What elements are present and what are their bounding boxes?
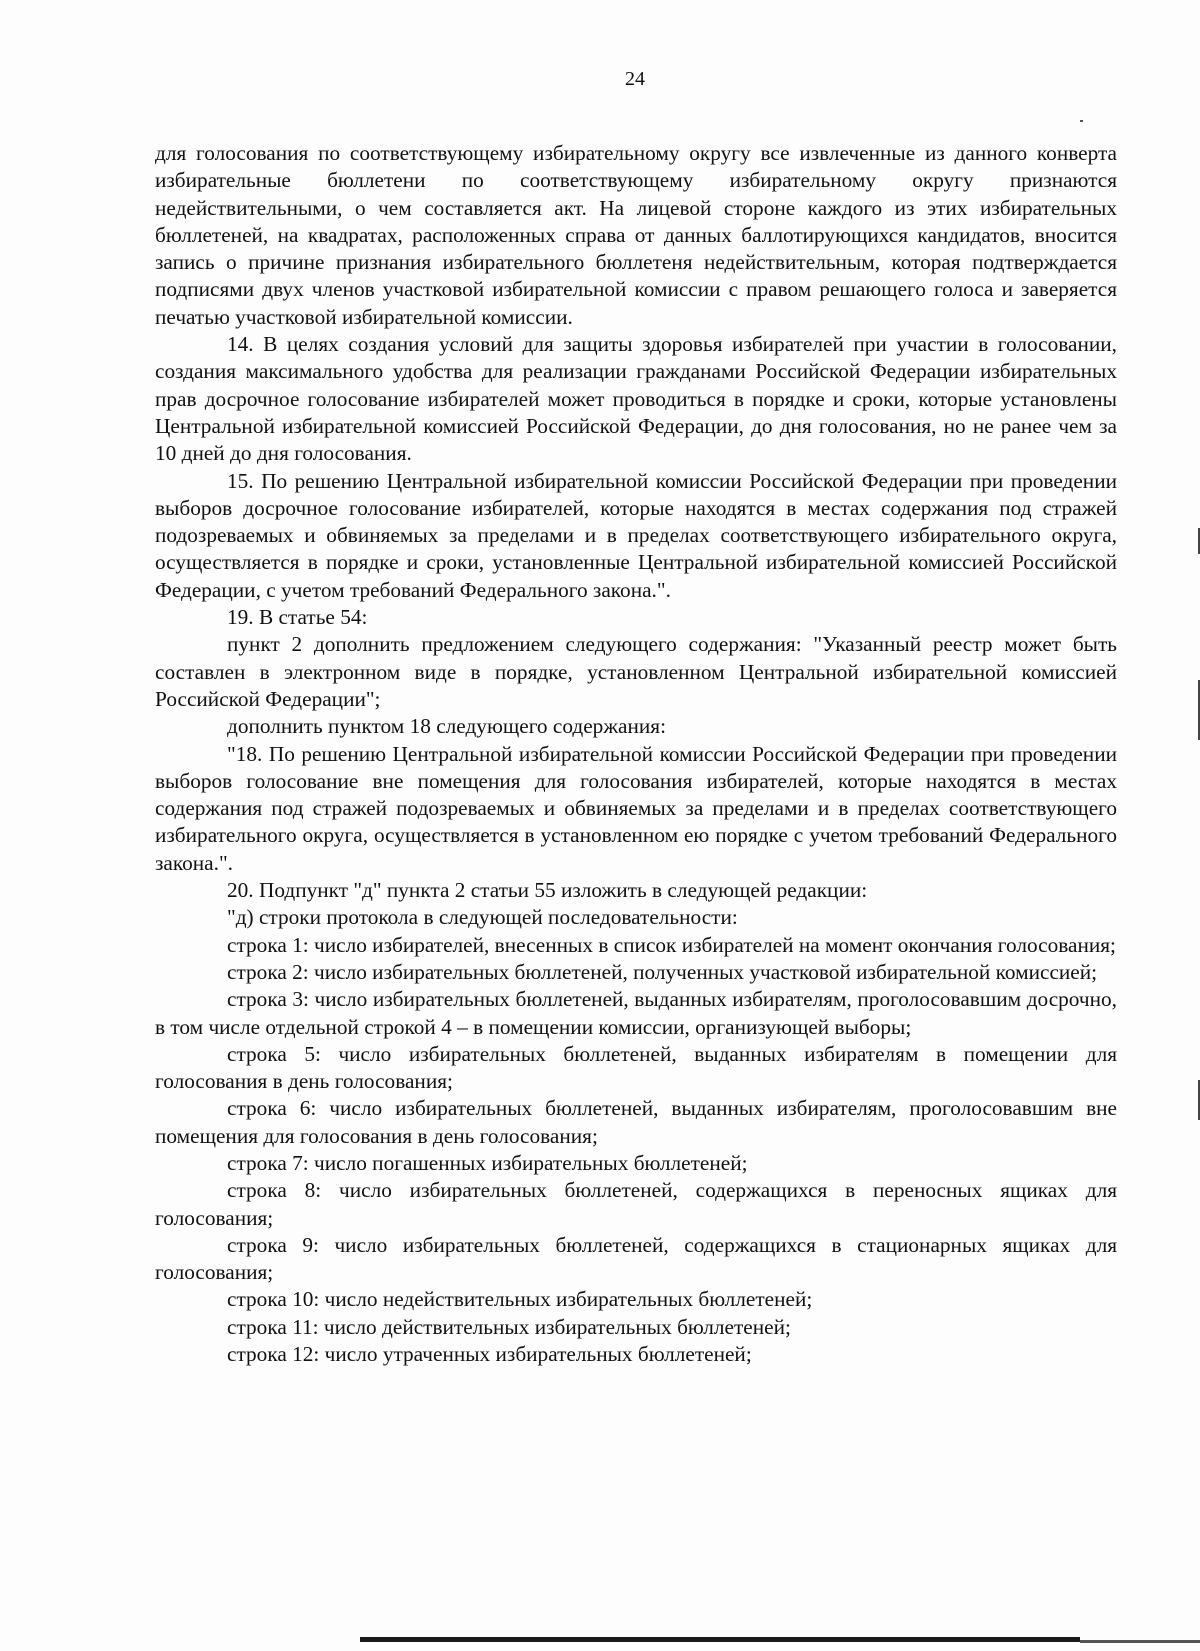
protocol-line-1: строка 1: число избирателей, внесенных в список избирателей на момент окончания голосования; (227, 932, 1116, 957)
paragraph-subpoint-d: "д) строки протокола в следующей последовательности: (227, 905, 738, 930)
paragraph-item-15: 15. По решению Центральной избирательной комиссии Российской Федерации при проведении выборов досрочное голосование избирателей, которые находятся в местах содержания под стражей подозреваемых и обвиняемых за пределами и в пределах соответствующего избирательного округа, осуществляется в порядке и сроки, установленные Центральной избирательной комиссией Российской Федерации, с учетом требований Федерального закона.". (155, 468, 1117, 602)
page-number: 24 (625, 68, 645, 90)
protocol-line-3: строка 3: число избирательных бюллетеней, выданных избирателям, проголосовавшим досрочно, в том числе отдельной строкой 4 – в помещении комиссии, организующей выборы; (155, 987, 1117, 1039)
paragraph-article-54: 19. В статье 54: (227, 605, 368, 630)
protocol-line-5: строка 5: число избирательных бюллетеней, выданных избирателям в помещении для голосования в день голосования; (155, 1041, 1117, 1094)
paragraph-item-14: 14. В целях создания условий для защиты здоровья избирателей при участии в голосовании, создания максимального удобства для реализации гражданами Российской Федерации избирательных прав досрочное голосование избирателей может проводиться в порядке и сроки, которые установлены Центральной избирательной комиссией Российской Федерации, до дня голосования, но не ранее чем за 10 дней до дня голосования. (155, 332, 1117, 466)
protocol-line-8: строка 8: число избирательных бюллетеней, содержащихся в переносных ящиках для голосования; (155, 1178, 1117, 1230)
protocol-line-11: строка 11: число действительных избирательных бюллетеней; (227, 1314, 791, 1339)
paragraph-point-2-amendment: пункт 2 дополнить предложением следующего содержания: "Указанный реестр может быть составлен в электронном виде в порядке, установленном Центральной избирательной комиссией Российской Федерации"; (155, 632, 1117, 711)
scan-bottom-edge (360, 1637, 1080, 1642)
paragraph-continuation: для голосования по соответствующему избирательному округу все извлеченные из данного конверта избирательные бюллетени по соответствующему избирательному округу признаются недействительными, о чем составляется акт. На лицевой стороне каждого из этих избирательных бюллетеней, на квадратах, расположенных справа от данных баллотирующихся кандидатов, вносится запись о причине признания избирательного бюллетеня недействительным, которая подтверждается подписями двух членов участковой избирательной комиссии с правом решающего голоса и заверяется печатью участковой избирательной комиссии. (155, 141, 1117, 329)
document-body (155, 140, 1117, 1368)
paragraph-point-18-text: "18. По решению Центральной избирательной комиссии Российской Федерации при проведении выборов голосование вне помещения для голосования избирателей, которые находятся в местах содержания под стражей подозреваемых и обвиняемых за пределами и в пределах соответствующего избирательного округа, осуществляется в установленном ею порядке с учетом требований Федерального закона.". (155, 741, 1117, 875)
protocol-line-7: строка 7: число погашенных избирательных бюллетеней; (227, 1150, 748, 1175)
protocol-line-10: строка 10: число недействительных избирательных бюллетеней; (227, 1287, 813, 1312)
scan-bottom-edge (1080, 1640, 1200, 1643)
protocol-line-12: строка 12: число утраченных избирательных бюллетеней; (227, 1342, 752, 1367)
protocol-line-2: строка 2: число избирательных бюллетеней, полученных участковой избирательной комиссией; (227, 959, 1098, 984)
protocol-line-9: строка 9: число избирательных бюллетеней, содержащихся в стационарных ящиках для голосования; (155, 1232, 1117, 1285)
scan-speck (1080, 120, 1083, 122)
paragraph-add-point-18: дополнить пунктом 18 следующего содержания: (227, 714, 666, 739)
paragraph-item-20: 20. Подпункт "д" пункта 2 статьи 55 изложить в следующей редакции: (227, 878, 868, 903)
protocol-line-6: строка 6: число избирательных бюллетеней, выданных избирателям, проголосовавшим вне помещения для голосования в день голосования; (155, 1096, 1117, 1148)
